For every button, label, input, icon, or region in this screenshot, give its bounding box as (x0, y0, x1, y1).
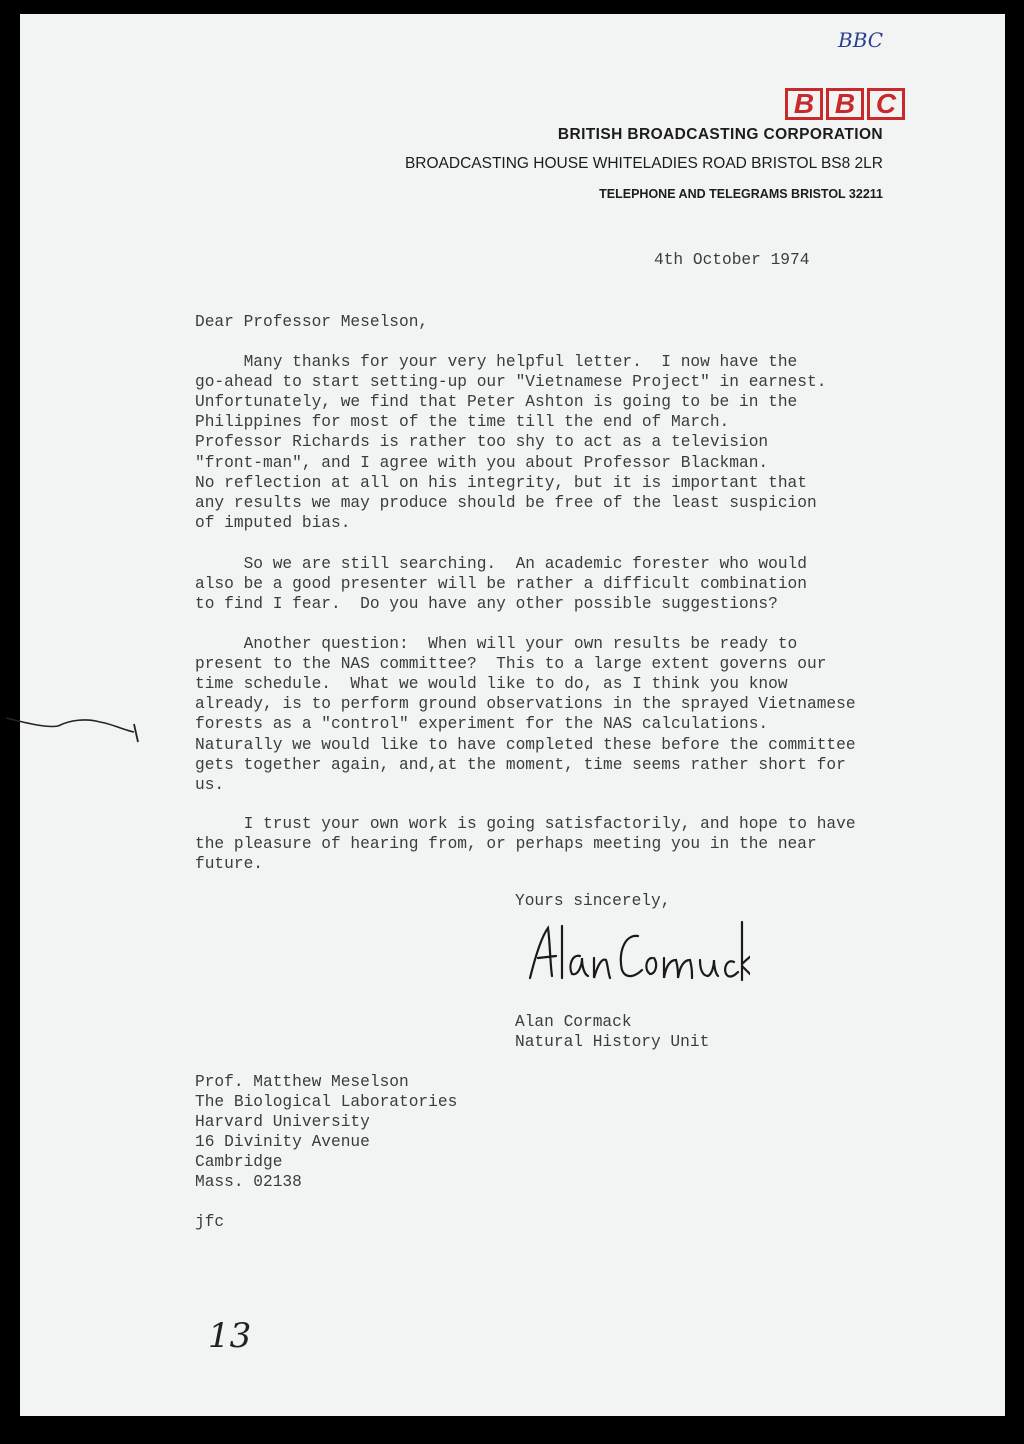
body-line: of imputed bias. (195, 513, 351, 532)
logo-letter: B (785, 88, 823, 120)
body-line: So we are still searching. An academic forester who would (195, 555, 807, 573)
letter-date: 4th October 1974 (654, 251, 810, 269)
letterhead-org: BRITISH BROADCASTING CORPORATION (557, 126, 883, 143)
bbc-logo (785, 88, 905, 120)
logo-letter: B (826, 88, 864, 120)
body-line: forests as a "control" experiment for the NAS calculations. (195, 715, 769, 734)
margin-mark (0, 712, 175, 746)
body-line: "front-man", and I agree with you about Professor Blackman. (195, 453, 769, 472)
body-line: future. (195, 855, 263, 874)
body-line: the pleasure of hearing from, or perhaps meeting you in the near (195, 835, 817, 854)
body-line: Many thanks for your very helpful letter. I now have the (195, 353, 798, 371)
letterhead-address: BROADCASTING HOUSE WHITELADIES ROAD BRISTOL BS8 2LR (404, 155, 883, 172)
recipient-line: Mass. 02138 (195, 1173, 302, 1191)
body-line: I trust your own work is going satisfactorily, and hope to have (195, 815, 856, 833)
body-line: us. (195, 775, 225, 794)
recipient-line: 16 Divinity Avenue (195, 1133, 370, 1151)
body-line: Another question: When will your own results be ready to (195, 635, 798, 653)
signature (520, 914, 750, 994)
body-line: any results we may produce should be free of the least suspicion (195, 493, 817, 512)
body-line: present to the NAS committee? This to a large extent governs our (195, 655, 827, 674)
page-number-note: 13 (208, 1316, 252, 1356)
closing: Yours sincerely, (515, 892, 671, 910)
body-line: to find I fear. Do you have any other possible suggestions? (195, 595, 778, 614)
body-line: Naturally we would like to have completed these before the committee (195, 735, 856, 754)
body-line: gets together again, and,at the moment, time seems rather short for (195, 755, 846, 774)
body-line: Unfortunately, we find that Peter Ashton is going to be in the (195, 393, 798, 412)
recipient-line: Prof. Matthew Meselson (195, 1073, 409, 1091)
typist-initials: jfc (195, 1213, 225, 1231)
handwritten-note: BBC (838, 28, 884, 52)
letter-page (20, 14, 1005, 1416)
letterhead-telephone: TELEPHONE AND TELEGRAMS BRISTOL 32211 (599, 187, 883, 201)
body-line: already, is to perform ground observations in the sprayed Vietnamese (195, 695, 856, 714)
body-line: also be a good presenter will be rather a difficult combination (195, 575, 807, 594)
logo-letter: C (867, 88, 905, 120)
body-line: go-ahead to start setting-up our "Vietnamese Project" in earnest. (195, 373, 827, 392)
body-line: Philippines for most of the time till the end of March. (195, 413, 730, 432)
recipient-line: Harvard University (195, 1113, 370, 1131)
salutation: Dear Professor Meselson, (195, 313, 429, 331)
recipient-line: The Biological Laboratories (195, 1093, 458, 1111)
recipient-line: Cambridge (195, 1153, 283, 1171)
body-line: Professor Richards is rather too shy to act as a television (195, 433, 769, 452)
signer-name: Alan Cormack (515, 1013, 632, 1031)
signer-unit: Natural History Unit (515, 1033, 710, 1051)
body-line: No reflection at all on his integrity, but it is important that (195, 473, 807, 492)
body-line: time schedule. What we would like to do, as I think you know (195, 675, 788, 694)
